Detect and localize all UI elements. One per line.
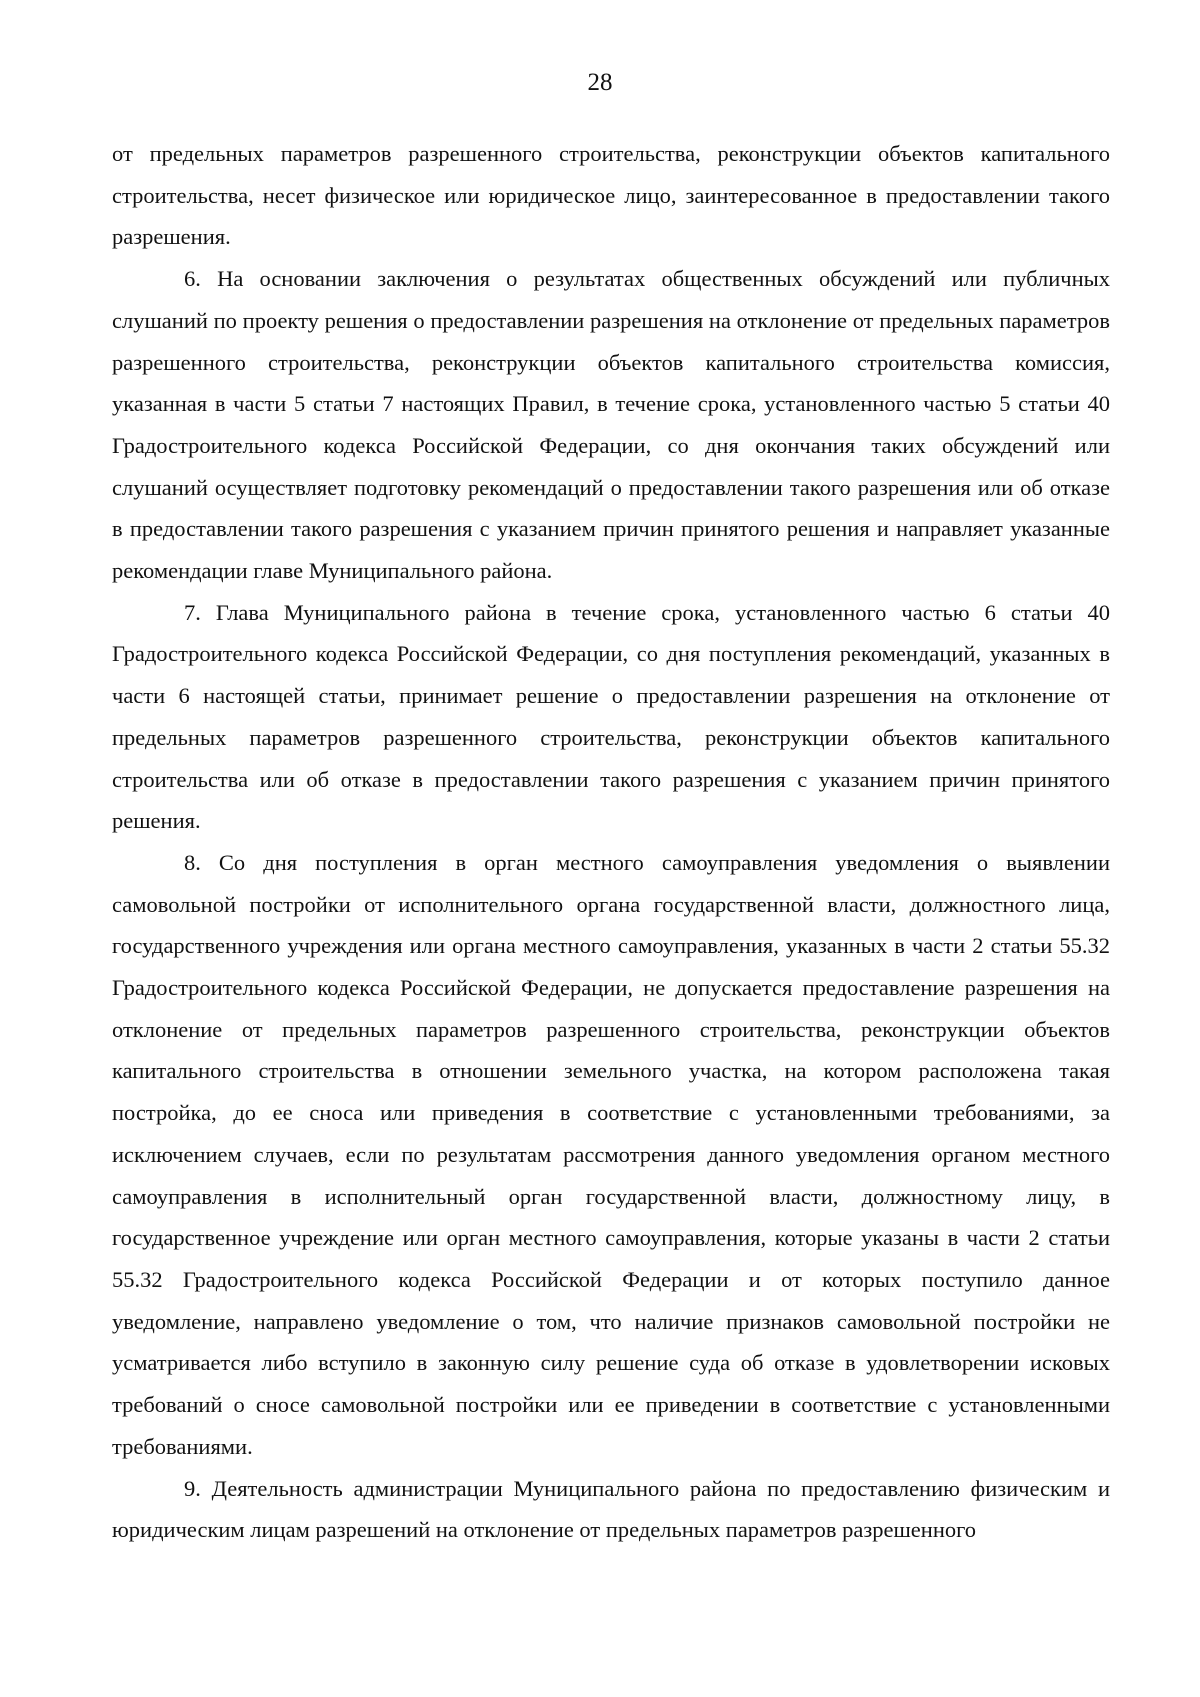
paragraph-6: 6. На основании заключения о результатах общественных обсуждений или публичных слушаний по проекту решения о предоставлении разрешения на отклонение от предельных параметров разрешенного строительства, реконструкции объектов капитального строительства комиссия, указанная в части 5 статьи 7 настоящих Правил, в течение срока, установленного частью 5 статьи 40 Градостроительного кодекса Российской Федерации, со дня окончания таких обсуждений или слушаний осуществляет подготовку рекомендаций о предоставлении такого разрешения или об отказе в предоставлении такого разрешения с указанием причин принятого решения и направляет указанные рекомендации главе Муниципального района. xyxy=(112,266,1110,584)
page-number: 28 xyxy=(587,69,613,96)
paragraph-7: 7. Глава Муниципального района в течение срока, установленного частью 6 статьи 40 Градостроительного кодекса Российской Федерации, со дня поступления рекомендаций, указанных в части 6 настоящей статьи, принимает решение о предоставлении разрешения на отклонение от предельных параметров разрешенного строительства, реконструкции объектов капитального строительства или об отказе в предоставлении такого разрешения с указанием причин принятого решения. xyxy=(112,599,1110,834)
paragraph-9: 9. Деятельность администрации Муниципального района по предоставлению физическим и юридическим лицам разрешений на отклонение от предельных параметров разрешенного xyxy=(112,1475,1110,1543)
paragraph-8: 8. Со дня поступления в орган местного самоуправления уведомления о выявлении самовольной постройки от исполнительного органа государственной власти, должностного лица, государственного учреждения или органа местного самоуправления, указанных в части 2 статьи 55.32 Градостроительного кодекса Российской Федерации, не допускается предоставление разрешения на отклонение от предельных параметров разрешенного строительства, реконструкции объектов капитального строительства в отношении земельного участка, на котором расположена такая постройка, до ее сноса или приведения в соответствие с установленными требованиями, за исключением случаев, если по результатам рассмотрения данного уведомления органом местного самоуправления в исполнительный орган государственной власти, должностному лицу, в государственное учреждение или орган местного самоуправления, которые указаны в части 2 статьи 55.32 Градостроительного кодекса Российской Федерации и от которых поступило данное уведомление, направлено уведомление о том, что наличие признаков самовольной постройки не усматривается либо вступило в законную силу решение суда об отказе в удовлетворении исковых требований о сносе самовольной постройки или ее приведении в соответствие с установленными требованиями. xyxy=(112,849,1110,1459)
paragraph-continuation: от предельных параметров разрешенного строительства, реконструкции объектов капитального строительства, несет физическое или юридическое лицо, заинтересованное в предоставлении такого разрешения. xyxy=(112,141,1110,250)
document-body xyxy=(112,133,1110,1551)
